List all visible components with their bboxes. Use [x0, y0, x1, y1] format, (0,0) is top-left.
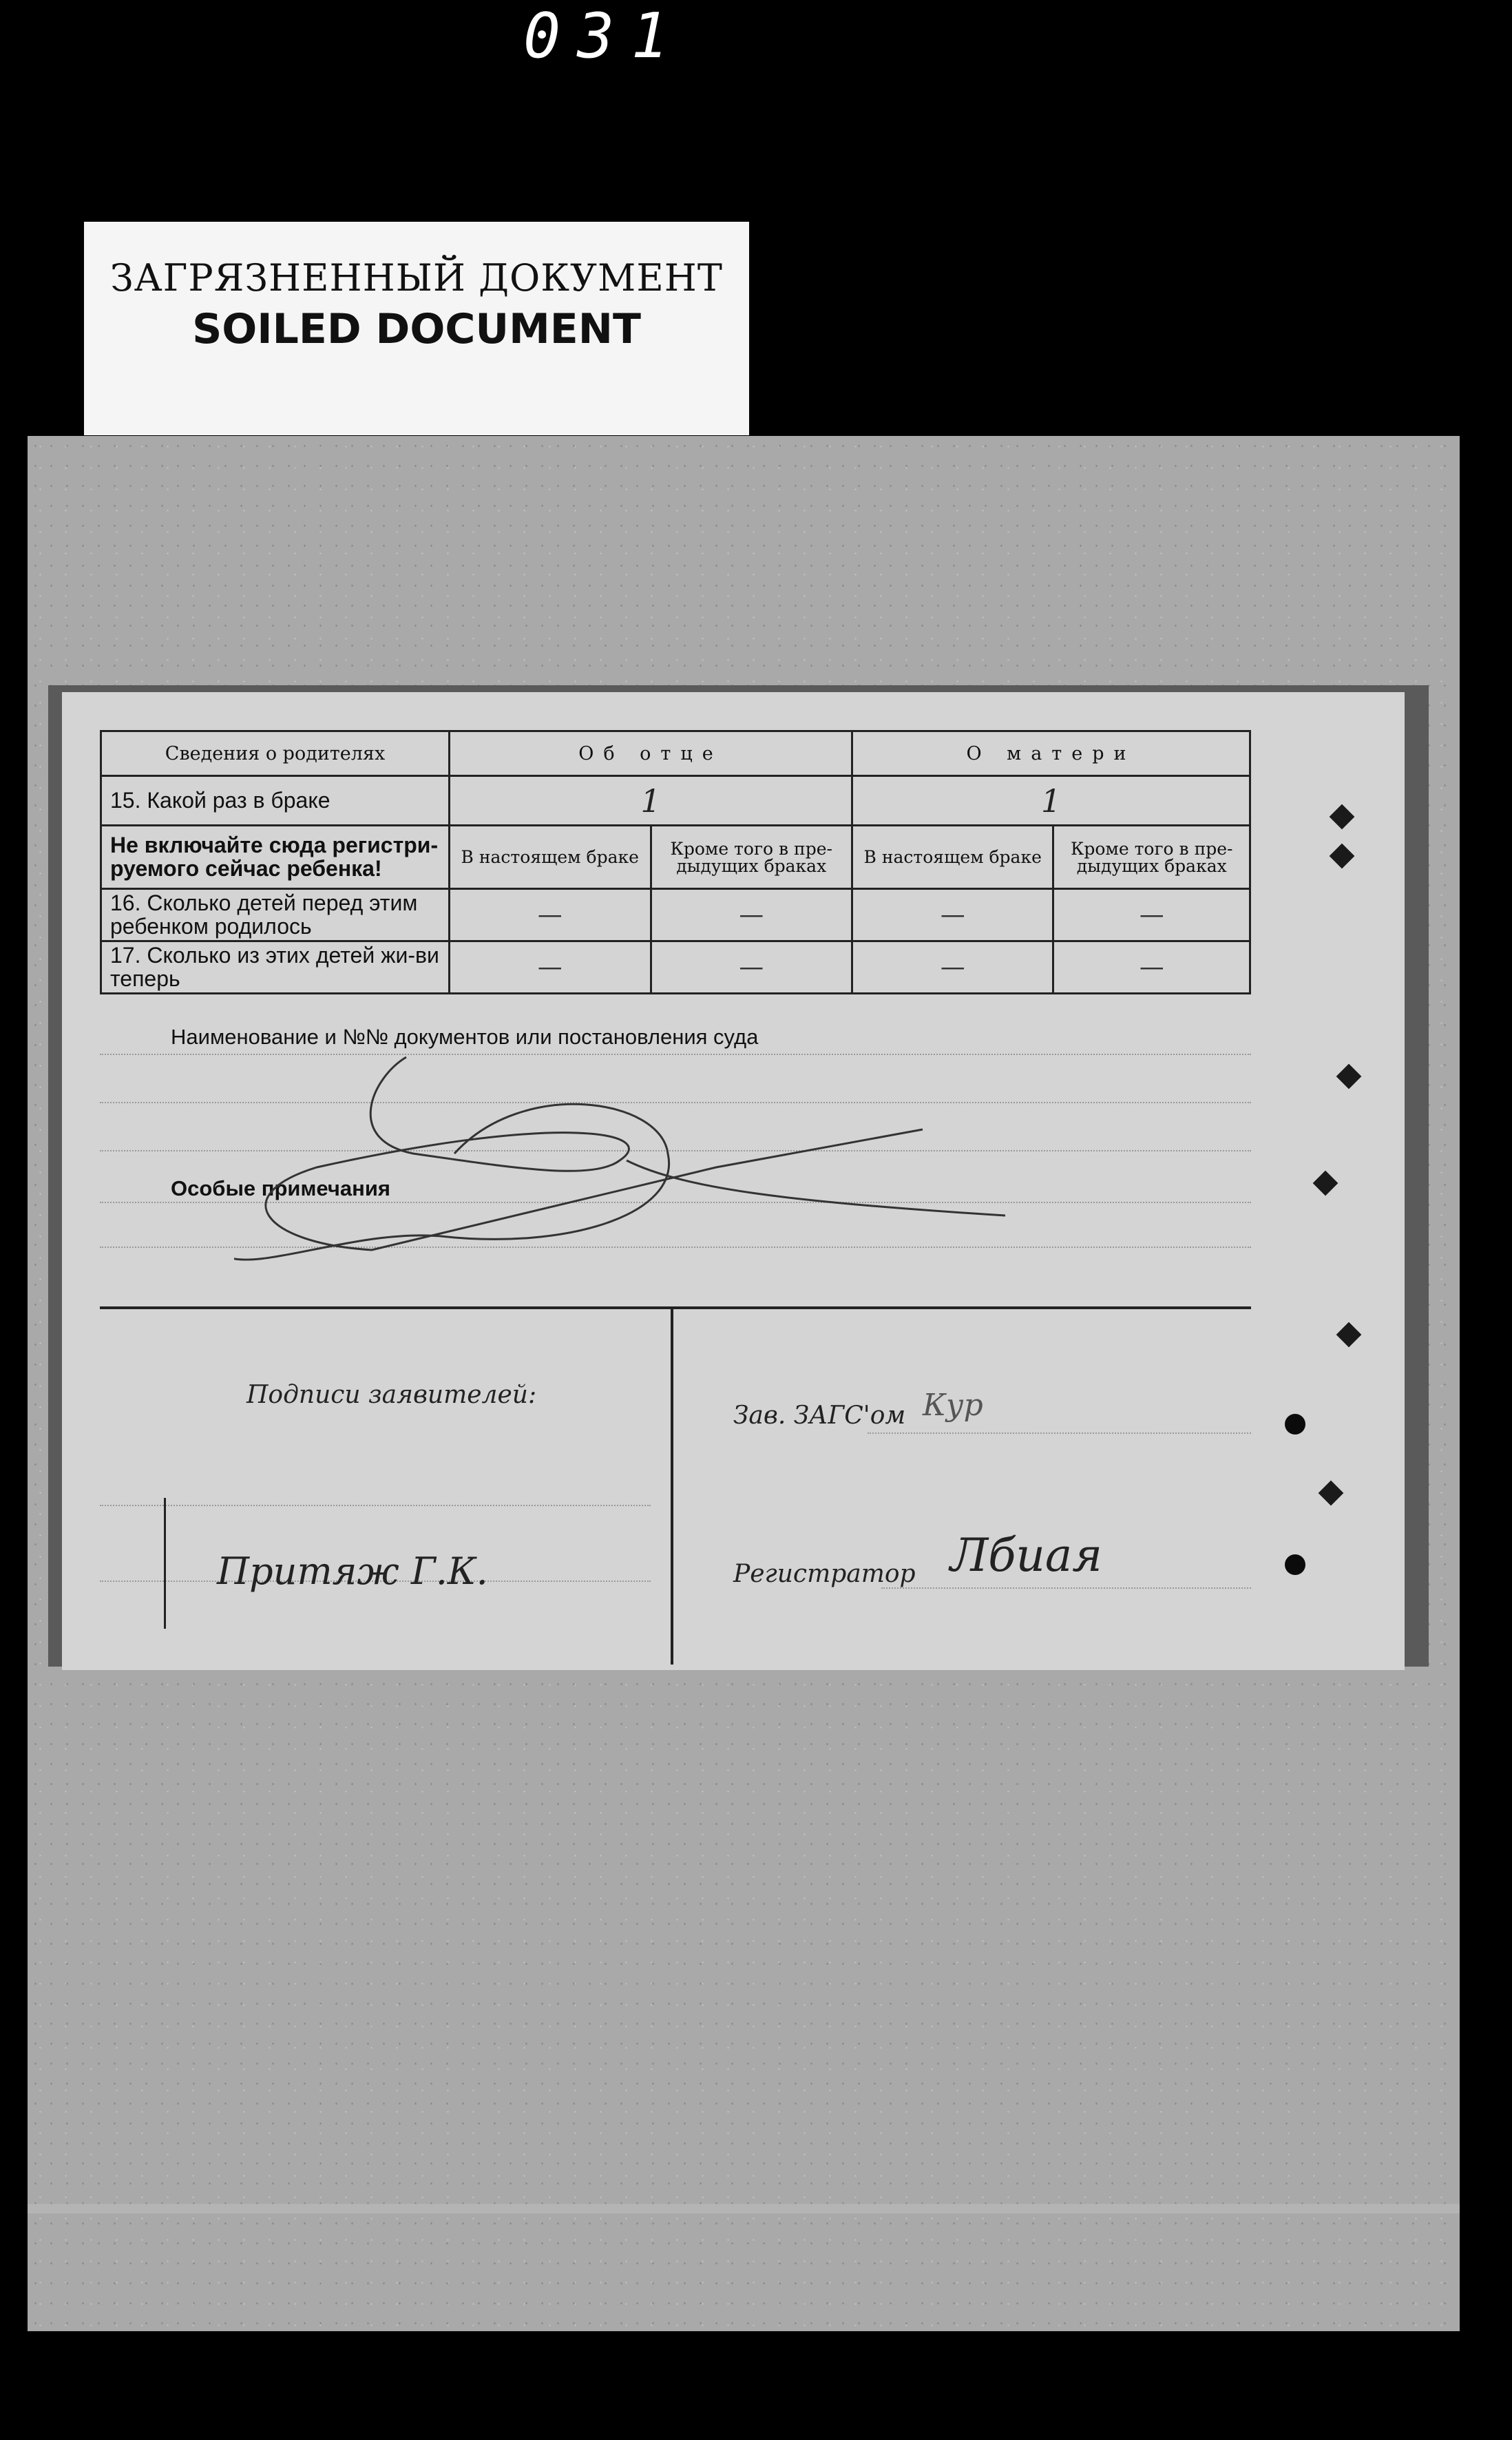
signature-margin-mark	[164, 1498, 166, 1629]
row15-label: 15. Какой раз в браке	[101, 776, 450, 826]
binding-hole	[1319, 1481, 1344, 1506]
row16-value: —	[449, 889, 651, 941]
applicants-signatures-label: Подписи заявителей:	[246, 1381, 537, 1409]
row15-mother-value: 1	[852, 776, 1250, 826]
subheader-mother-previous: Кроме того в пре-дыдущих браках	[1053, 826, 1250, 889]
registrar-signature: Лбиая	[950, 1529, 1102, 1582]
row15-father-value: 1	[449, 776, 852, 826]
frame-number: 031	[523, 0, 685, 72]
zags-head-dotted-line	[868, 1432, 1251, 1434]
row17-value: —	[651, 941, 852, 994]
row16-value: —	[1053, 889, 1250, 941]
row17-value: —	[852, 941, 1053, 994]
applicant-signature: Притяж Г.К.	[217, 1550, 488, 1593]
subheader-father-previous: Кроме того в пре-дыдущих браках	[651, 826, 852, 889]
subheader-father-current: В настоящем браке	[449, 826, 651, 889]
row17-label: 17. Сколько из этих детей жи-ви теперь	[101, 941, 450, 994]
row16-value: —	[651, 889, 852, 941]
signature-section-divider	[100, 1306, 1251, 1309]
exclusion-note: Не включайте сюда регистри-руемого сейчас ребенка!	[101, 826, 450, 889]
documents-label: Наименование и №№ документов или постановления суда	[171, 1025, 759, 1049]
row17-value: —	[1053, 941, 1250, 994]
zags-head-label: Зав. ЗАГС'ом	[733, 1401, 906, 1430]
stamp-text-ru: ЗАГРЯЗНЕННЫЙ ДОКУМЕНТ	[110, 256, 723, 300]
special-notes-label: Особые примечания	[171, 1176, 390, 1200]
soiled-document-stamp	[84, 222, 749, 435]
folder-crease	[28, 2204, 1460, 2213]
registrar-dotted-line	[881, 1587, 1251, 1589]
header-parents-info: Сведения о родителях	[101, 731, 450, 776]
binding-hole	[1336, 1322, 1362, 1348]
binding-hole	[1285, 1554, 1305, 1575]
registrar-label: Регистратор	[733, 1560, 916, 1588]
cross-out-scribble	[234, 1050, 1060, 1271]
binding-hole	[1330, 844, 1355, 869]
row16-label: 16. Сколько детей перед этим ребенком родилось	[101, 889, 450, 941]
zags-head-signature: Кур	[923, 1388, 983, 1423]
header-mother: О матери	[852, 731, 1250, 776]
row17-value: —	[449, 941, 651, 994]
subheader-mother-current: В настоящем браке	[852, 826, 1053, 889]
binding-hole	[1285, 1414, 1305, 1435]
binding-hole	[1313, 1171, 1338, 1196]
binding-hole	[1330, 804, 1355, 830]
parents-info-table	[100, 730, 1251, 994]
stamp-text-en: SOILED DOCUMENT	[192, 305, 641, 353]
applicant-dotted-line	[100, 1505, 651, 1506]
signature-column-divider	[671, 1306, 673, 1665]
binding-hole	[1336, 1064, 1362, 1089]
header-father: Об отце	[449, 731, 852, 776]
registration-card	[62, 692, 1405, 1670]
row16-value: —	[852, 889, 1053, 941]
